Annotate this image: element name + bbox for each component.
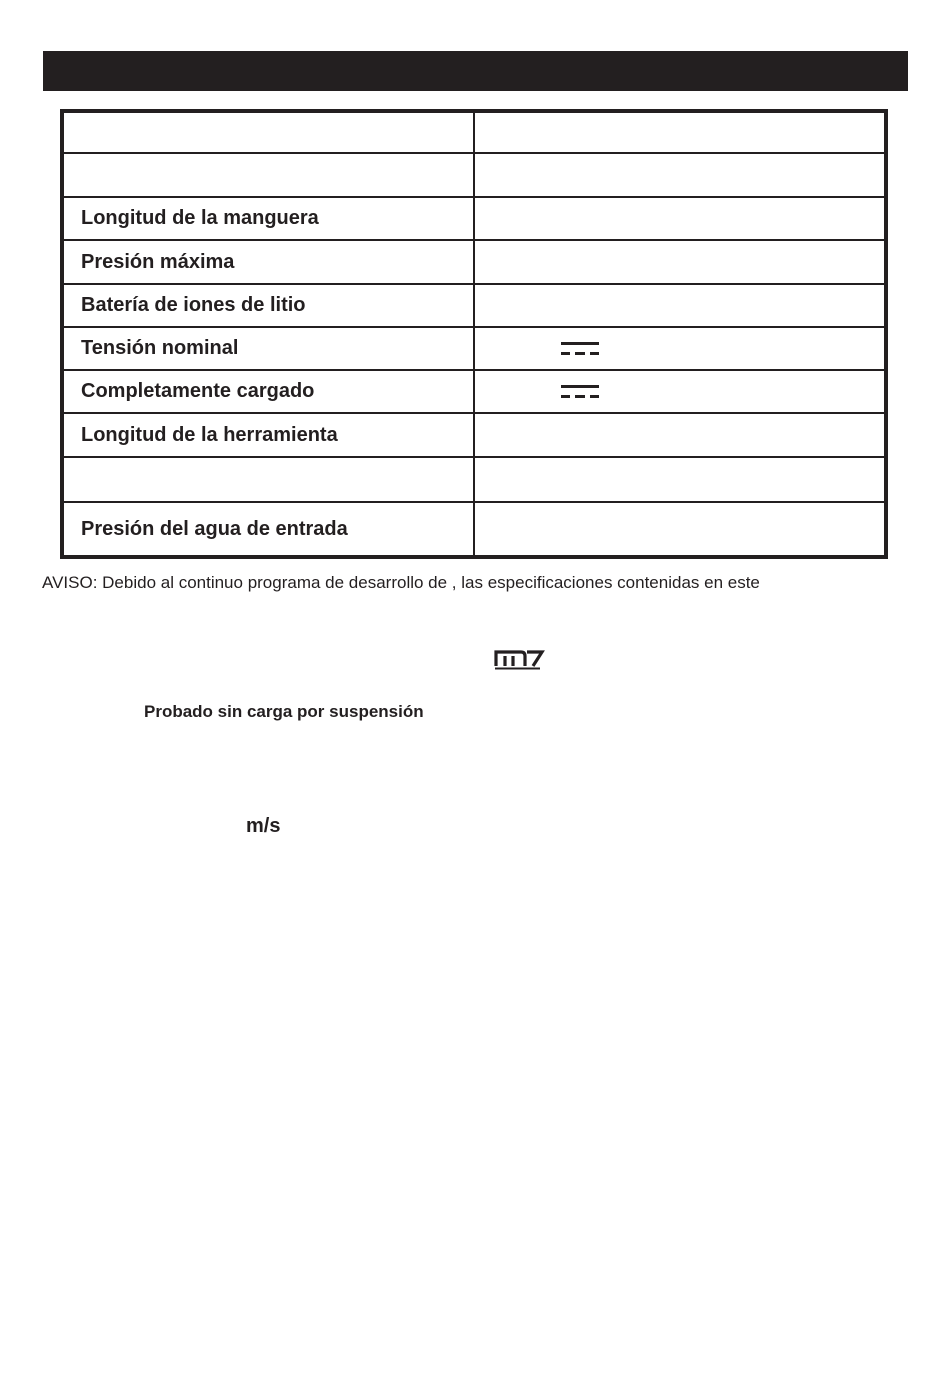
spec-value [474,111,886,153]
table-row [62,502,886,557]
table-row [62,153,886,197]
spec-label: Presión del agua de entrada [62,502,474,557]
spec-label: Completamente cargado [62,370,474,413]
spec-label [62,457,474,502]
spec-value [474,457,886,502]
table-row [62,457,886,502]
table-row [62,370,886,413]
table-row [62,413,886,457]
spec-value [474,197,886,240]
tested-no-load-note: Probado sin carga por suspensión [144,702,424,721]
dc-current-icon [561,342,599,356]
dc-current-icon [561,385,599,399]
spec-label: Tensión nominal [62,327,474,370]
spec-value [474,413,886,457]
section-header-bar [43,51,908,91]
table-row [62,197,886,240]
table-row [62,240,886,284]
specifications-table [60,109,888,559]
spec-label: Longitud de la herramienta [62,413,474,457]
table-row [62,111,886,153]
spec-value [474,153,886,197]
unit-label: m/s [246,815,281,837]
notice-text: AVISO: Debido al continuo programa de desarrollo de , las especificaciones contenidas en este [42,573,760,592]
spec-label: Longitud de la manguera [62,197,474,240]
spec-label: Presión máxima [62,240,474,284]
spec-label: Batería de iones de litio [62,284,474,327]
spec-value [474,240,886,284]
m7-logo [494,645,546,671]
table-row [62,284,886,327]
spec-value [474,284,886,327]
spec-label [62,111,474,153]
spec-label [62,153,474,197]
table-row [62,327,886,370]
spec-value [474,502,886,557]
